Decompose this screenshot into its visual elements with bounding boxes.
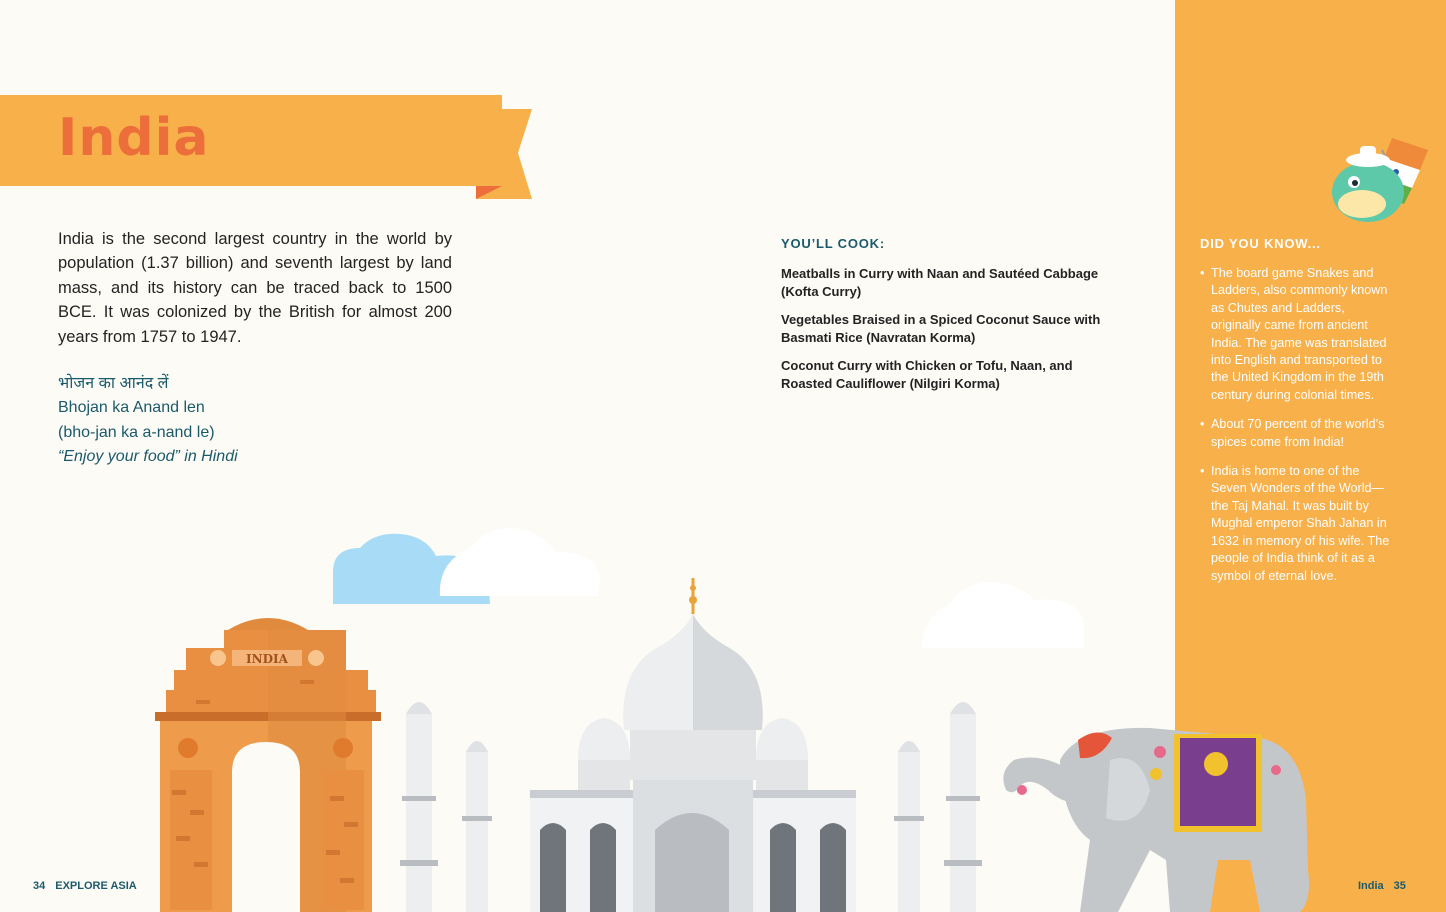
list-item: Coconut Curry with Chicken or Tofu, Naan, and Roasted Cauliflower (Nilgiri Korma) xyxy=(781,358,1073,391)
cloud-icon xyxy=(922,582,1084,648)
cook-heading: YOU’LL COOK: xyxy=(781,236,885,251)
india-gate-illustration xyxy=(155,618,381,912)
right-section-label: India xyxy=(1358,880,1384,892)
left-page-number: 34 xyxy=(33,880,46,892)
phrase-hindi: भोजन का आनंद लें xyxy=(58,375,169,392)
list-item: • About 70 percent of the world’s spices come from India! xyxy=(1200,416,1390,451)
taj-mahal-illustration xyxy=(400,578,982,912)
footer-left xyxy=(33,880,147,892)
left-section-label: EXPLORE ASIA xyxy=(55,880,137,892)
list-item: Meatballs in Curry with Naan and Sautéed Cabbage (Kofta Curry) xyxy=(781,266,1099,299)
cloud-icon xyxy=(440,528,600,596)
elephant-illustration xyxy=(1003,728,1309,912)
list-item: Vegetables Braised in a Spiced Coconut Sauce with Basmati Rice (Navratan Korma) xyxy=(781,312,1101,345)
gate-inscription: INDIA xyxy=(246,652,288,666)
phrase-translation: “Enjoy your food” in Hindi xyxy=(58,448,238,466)
mascot-flag-icon xyxy=(1332,138,1428,222)
footer-right xyxy=(1358,880,1416,892)
did-you-know-heading: DID YOU KNOW... xyxy=(1200,236,1321,251)
phrase-transliteration: Bhojan ka Anand len xyxy=(58,399,205,417)
list-item: • The board game Snakes and Ladders, also commonly known as Chutes and Ladders, originally came from ancient India. The game was translated into English and transported to the United Kingdom in the 19th century during colonial times. xyxy=(1200,265,1390,404)
right-page-number: 35 xyxy=(1393,880,1406,892)
page-title: India xyxy=(58,108,210,168)
list-item: • India is home to one of the Seven Wonders of the World—the Taj Mahal. It was built by Mughal emperor Shah Jahan in 1632 in memory of his wife. The people of India think of it as a symbol of eternal love. xyxy=(1200,463,1390,585)
phrase-pronunciation: (bho-jan ka a-nand le) xyxy=(58,423,215,441)
intro-paragraph: India is the second largest country in the world by population (1.37 billion) and seventh largest by land mass, and its history can be traced back to 1500 BCE. It was colonized by the British for almost 200 years from 1757 to 1947. xyxy=(58,230,452,346)
